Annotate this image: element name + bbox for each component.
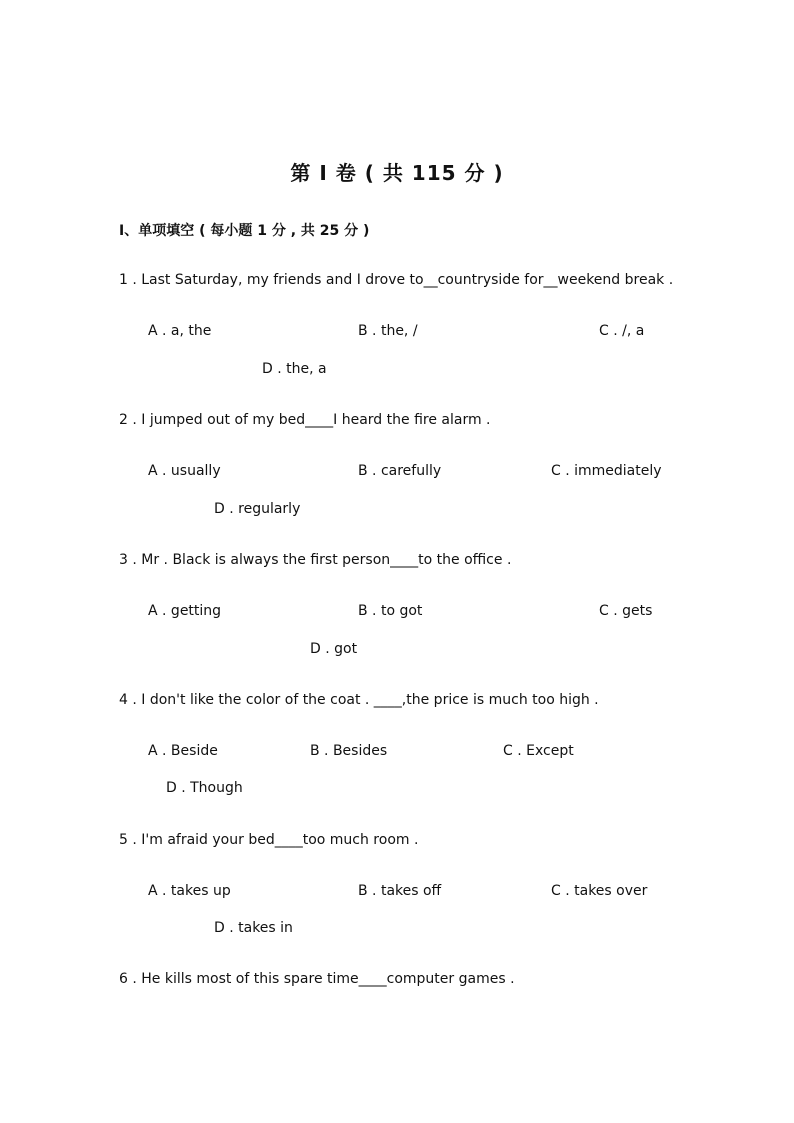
q3-option-c: C . gets [599, 603, 653, 619]
q4-option-c: C . Except [503, 743, 574, 759]
question-3: 3 . Mr . Black is always the first person____to the office . [119, 552, 512, 568]
q5-option-a: A . takes up [148, 883, 231, 899]
q1-option-c: C . /, a [599, 323, 645, 339]
q1-option-a: A . a, the [148, 323, 212, 339]
q2-option-b: B . carefully [358, 463, 442, 479]
section-title: I、单项填空 ( 每小题 1 分 , 共 25 分 ) [119, 223, 370, 239]
question-5: 5 . I'm afraid your bed____too much room . [119, 832, 419, 848]
question-2: 2 . I jumped out of my bed____I heard the fire alarm . [119, 412, 491, 428]
q1-option-b: B . the, / [358, 323, 418, 339]
q5-option-c: C . takes over [551, 883, 648, 899]
q3-option-b: B . to got [358, 603, 423, 619]
question-6: 6 . He kills most of this spare time____computer games . [119, 971, 515, 987]
q5-option-d: D . takes in [214, 920, 293, 936]
q4-option-a: A . Beside [148, 743, 218, 759]
q2-option-a: A . usually [148, 463, 221, 479]
page-title: 第 I 卷 ( 共 115 分 ) [290, 161, 504, 185]
q5-option-b: B . takes off [358, 883, 442, 899]
question-1: 1 . Last Saturday, my friends and I drove to__countryside for__weekend break . [119, 272, 674, 288]
q3-option-d: D . got [310, 641, 358, 657]
q1-option-d: D . the, a [262, 361, 327, 377]
question-4: 4 . I don't like the color of the coat . ____,the price is much too high . [119, 692, 599, 708]
q4-option-d: D . Though [166, 780, 243, 796]
q3-option-a: A . getting [148, 603, 222, 619]
q2-option-c: C . immediately [551, 463, 662, 479]
q2-option-d: D . regularly [214, 501, 301, 517]
q4-option-b: B . Besides [310, 743, 388, 759]
